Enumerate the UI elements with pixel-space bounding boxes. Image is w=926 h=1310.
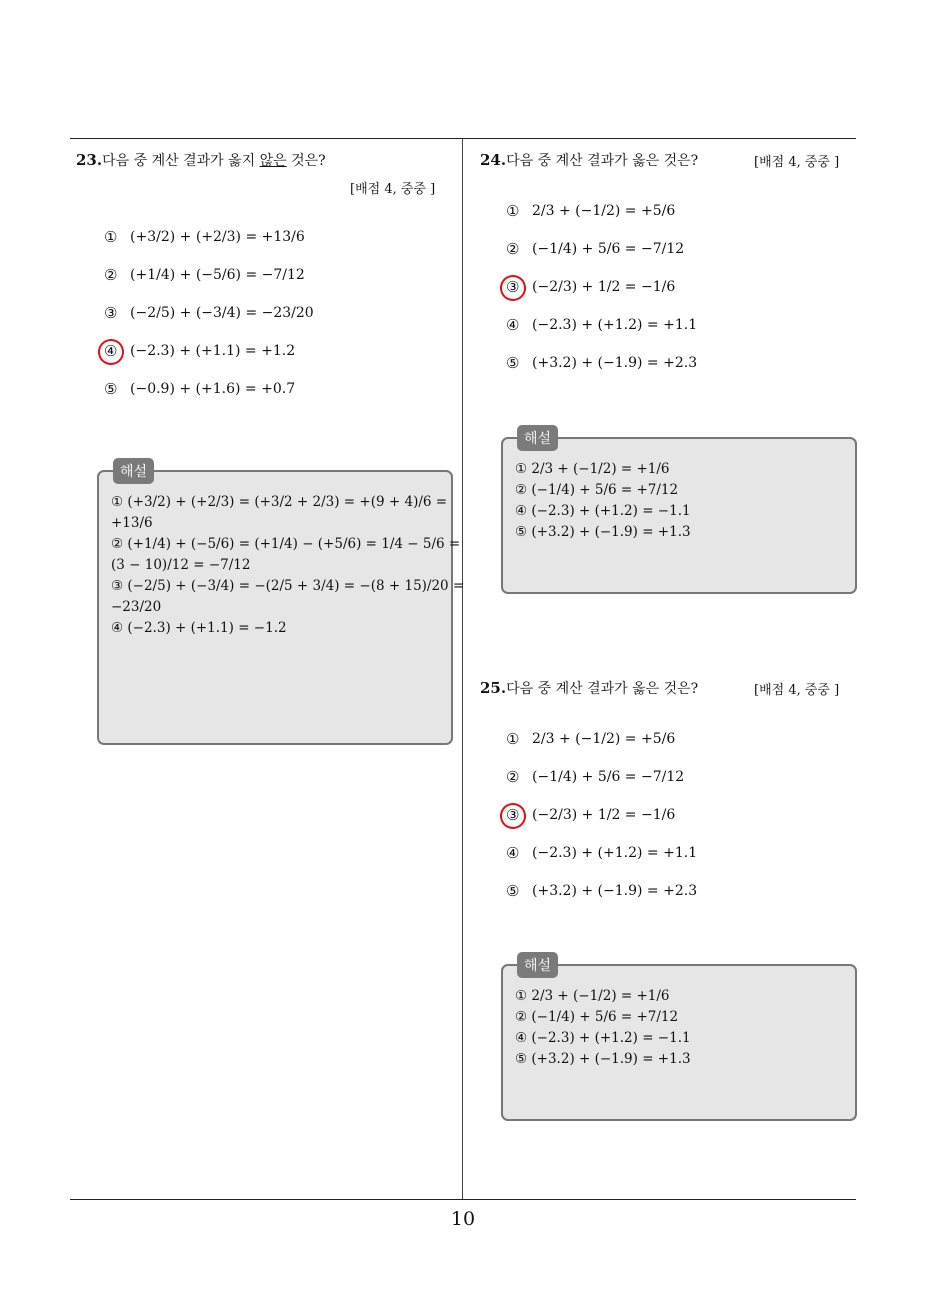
choice-expression: (−1/4) + 5/6 = −7/12 — [532, 241, 685, 257]
choice-mark: ③ — [506, 278, 520, 296]
question-text: 다음 중 계산 결과가 옳은 것은? — [506, 153, 699, 169]
explanation-line: (3 − 10)/12 = −7/12 — [111, 556, 251, 573]
choice-mark: ② — [104, 266, 118, 284]
choice-3[interactable] — [104, 294, 314, 332]
explanation-line: ② (+1/4) + (−5/6) = (+1/4) − (+5/6) = 1/4 − 5/6 = — [111, 535, 461, 552]
choice-mark: ③ — [506, 806, 520, 824]
bottom-rule — [70, 1199, 856, 1200]
choice-1[interactable] — [104, 218, 314, 256]
choice-mark: ② — [506, 240, 520, 258]
question-text-underlined: 않은 — [259, 153, 287, 169]
choice-expression: (−1/4) + 5/6 = −7/12 — [532, 769, 685, 785]
explanation-line: ④ (−2.3) + (+1.1) = −1.2 — [111, 619, 287, 636]
choice-expression: (+3.2) + (−1.9) = +2.3 — [532, 355, 698, 371]
explanation-line: ⑤ (+3.2) + (−1.9) = +1.3 — [515, 523, 691, 540]
explanation-line: ② (−1/4) + 5/6 = +7/12 — [515, 1008, 679, 1025]
explanation-tag: 해설 — [517, 952, 558, 978]
explanation-line: ④ (−2.3) + (+1.2) = −1.1 — [515, 1029, 691, 1046]
choice-mark: ① — [506, 730, 520, 748]
selected-answer-ring — [497, 800, 529, 832]
choice-1[interactable] — [506, 192, 697, 230]
choice-mark: ⑤ — [104, 380, 118, 398]
explanation-line: ① 2/3 + (−1/2) = +1/6 — [515, 461, 670, 477]
explanation-line: +13/6 — [111, 514, 153, 531]
choice-mark: ④ — [506, 844, 520, 862]
choice-expression: (−2/3) + 1/2 = −1/6 — [532, 279, 676, 295]
choice-4[interactable] — [506, 306, 697, 344]
question-24-heading — [480, 150, 698, 170]
choice-expression: (−2.3) + (+1.2) = +1.1 — [532, 317, 698, 333]
selected-answer-ring — [95, 336, 127, 368]
choice-4[interactable] — [104, 332, 314, 370]
selected-answer-ring — [497, 272, 529, 304]
choice-3[interactable] — [506, 268, 697, 306]
choice-mark: ① — [506, 202, 520, 220]
choice-expression: (+3/2) + (+2/3) = +13/6 — [130, 229, 305, 245]
question-number: 25. — [480, 679, 507, 697]
question-25-score: [배점 4, 중중 ] — [754, 683, 840, 698]
question-25-heading — [480, 678, 698, 698]
choice-expression: 2/3 + (−1/2) = +5/6 — [532, 203, 676, 219]
choice-2[interactable] — [104, 256, 314, 294]
choice-mark: ④ — [506, 316, 520, 334]
choice-mark: ③ — [104, 304, 118, 322]
choice-expression: (+1/4) + (−5/6) = −7/12 — [130, 267, 305, 283]
choice-expression: (−2.3) + (+1.1) = +1.2 — [130, 343, 296, 359]
question-text: 다음 중 계산 결과가 옳지 — [102, 153, 260, 169]
explanation-line: ① 2/3 + (−1/2) = +1/6 — [515, 988, 670, 1004]
choice-mark: ⑤ — [506, 882, 520, 900]
choice-expression: (−2.3) + (+1.2) = +1.1 — [532, 845, 698, 861]
choice-expression: (−0.9) + (+1.6) = +0.7 — [130, 381, 296, 397]
question-number: 24. — [480, 151, 507, 169]
choice-expression: 2/3 + (−1/2) = +5/6 — [532, 731, 676, 747]
question-23-heading — [76, 150, 326, 170]
top-rule — [70, 138, 856, 139]
explanation-tag: 해설 — [517, 425, 558, 451]
question-25-choices — [506, 720, 697, 910]
question-23-explanation-box — [97, 464, 465, 745]
choice-4[interactable] — [506, 834, 697, 872]
question-23-score: [배점 4, 중중 ] — [350, 182, 436, 197]
choice-5[interactable] — [104, 370, 314, 408]
question-text-end: 것은? — [286, 153, 326, 169]
choice-mark: ⑤ — [506, 354, 520, 372]
question-24-choices — [506, 192, 697, 382]
choice-5[interactable] — [506, 872, 697, 910]
question-text: 다음 중 계산 결과가 옳은 것은? — [506, 681, 699, 697]
explanation-line: ④ (−2.3) + (+1.2) = −1.1 — [515, 502, 691, 519]
choice-5[interactable] — [506, 344, 697, 382]
page-number: 10 — [450, 1208, 476, 1230]
explanation-line: ⑤ (+3.2) + (−1.9) = +1.3 — [515, 1050, 691, 1067]
explanation-line: ② (−1/4) + 5/6 = +7/12 — [515, 481, 679, 498]
column-divider — [462, 139, 463, 1200]
choice-1[interactable] — [506, 720, 697, 758]
choice-mark: ④ — [104, 342, 118, 360]
choice-2[interactable] — [506, 230, 697, 268]
question-24-score: [배점 4, 중중 ] — [754, 155, 840, 170]
question-25-explanation-box — [501, 958, 857, 1121]
choice-expression: (−2/5) + (−3/4) = −23/20 — [130, 305, 314, 321]
question-number: 23. — [76, 151, 103, 169]
question-24-explanation-box — [501, 431, 857, 594]
question-23-choices — [104, 218, 314, 408]
choice-2[interactable] — [506, 758, 697, 796]
choice-expression: (+3.2) + (−1.9) = +2.3 — [532, 883, 698, 899]
explanation-line: ③ (−2/5) + (−3/4) = −(2/5 + 3/4) = −(8 + 15)/20 = — [111, 577, 465, 594]
choice-expression: (−2/3) + 1/2 = −1/6 — [532, 807, 676, 823]
choice-mark: ① — [104, 228, 118, 246]
choice-mark: ② — [506, 768, 520, 786]
explanation-line: −23/20 — [111, 598, 162, 615]
explanation-tag: 해설 — [113, 458, 154, 484]
explanation-line: ① (+3/2) + (+2/3) = (+3/2 + 2/3) = +(9 + 4)/6 = — [111, 494, 448, 510]
choice-3[interactable] — [506, 796, 697, 834]
